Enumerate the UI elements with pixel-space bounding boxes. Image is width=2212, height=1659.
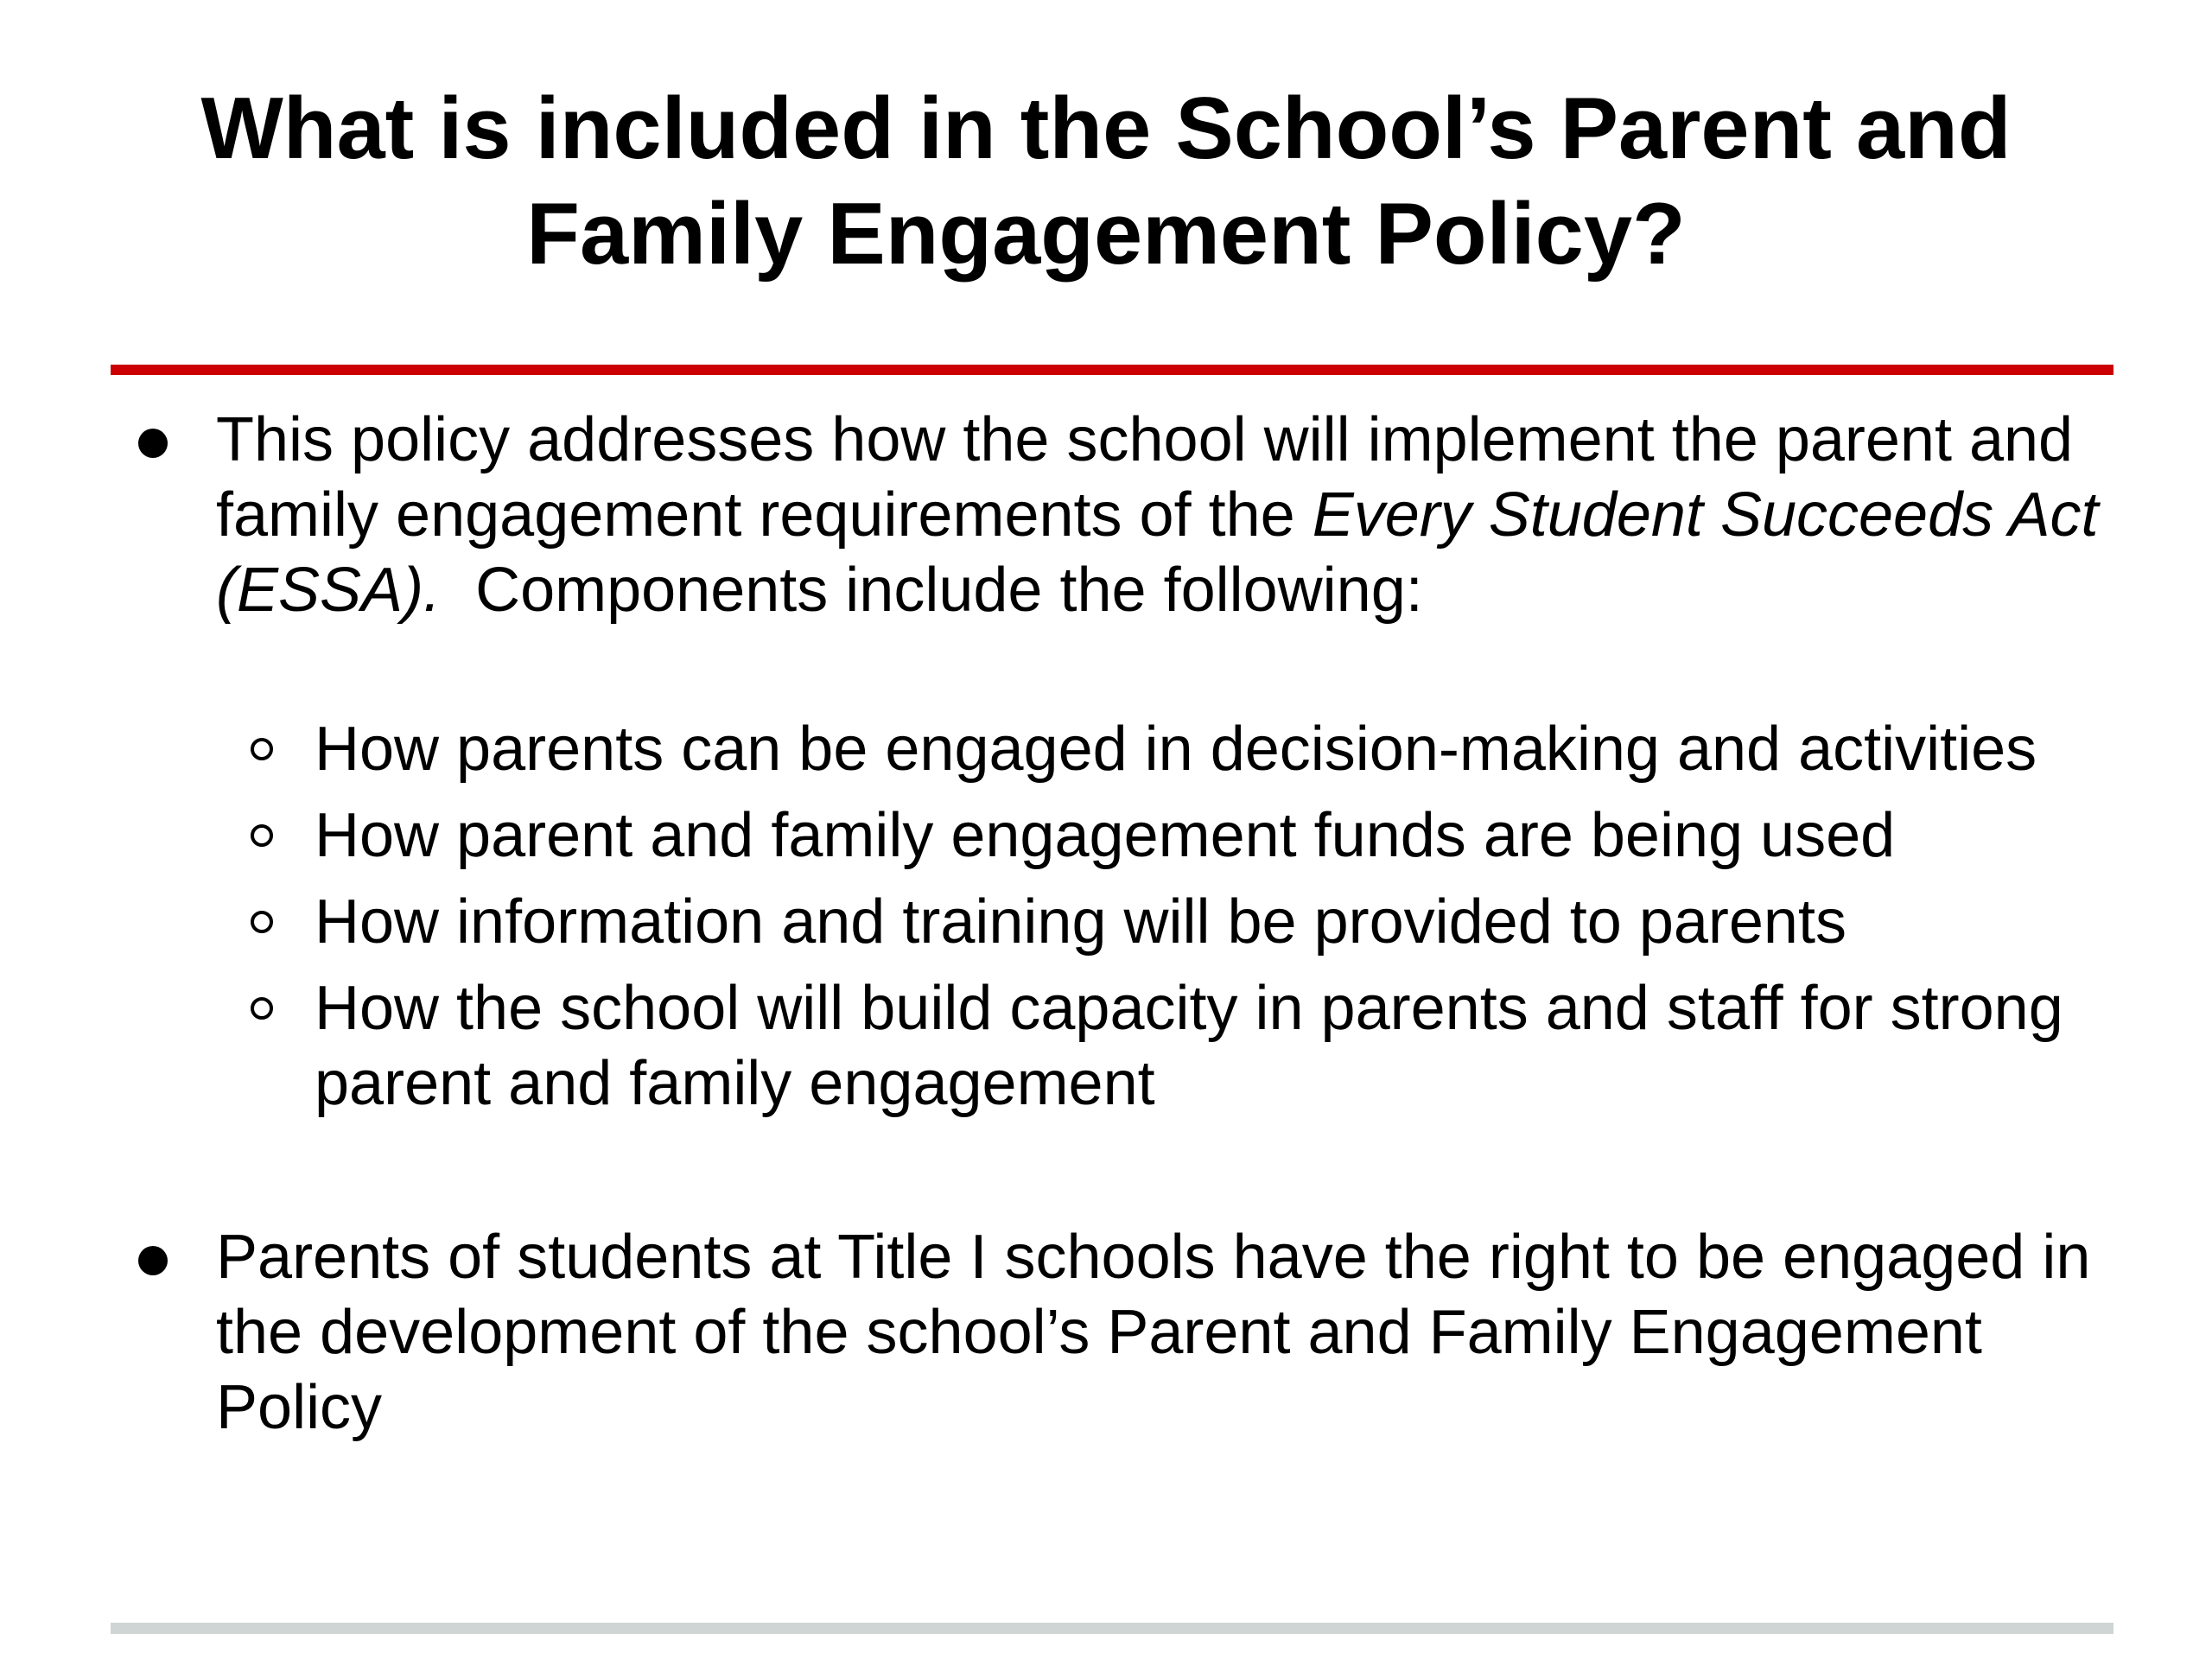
- slide-title-line-2: Family Engagement Policy?: [526, 186, 1686, 283]
- bullet-icon: [138, 429, 168, 458]
- sub-bullet-ring-icon: [251, 738, 273, 760]
- sub-bullet-text: How information and training will be provided to parents: [315, 887, 1847, 957]
- sub-bullet-text-line-2: parent and family engagement: [315, 1049, 1155, 1118]
- bullet-policy-summary-line-2-text: family engagement requirements of the: [216, 480, 1313, 550]
- bullet-policy-summary-line-1: This policy addresses how the school will implement the parent and: [216, 405, 2074, 474]
- sub-bullet-ring-icon: [251, 824, 273, 847]
- footer-divider-rule: [111, 1623, 2113, 1634]
- bullet-parent-rights: [216, 1220, 2126, 1446]
- bullet-policy-summary-line-3-text: Components include the following:: [441, 556, 1423, 625]
- bullet-parent-rights-line-1: Parents of students at Title I schools have the right to be engaged in: [216, 1223, 2091, 1292]
- bullet-parent-rights-line-2: the development of the school’s Parent and Family Engagement: [216, 1298, 1982, 1367]
- sub-bullet-ring-icon: [251, 997, 273, 1020]
- slide-title-line-1: What is included in the School’s Parent and: [200, 80, 2012, 177]
- title-divider-rule: [111, 365, 2113, 375]
- sub-bullet-text: How parents can be engaged in decision-making and activities: [315, 715, 2037, 784]
- sub-bullet-decision-making: [315, 712, 2129, 787]
- sub-bullet-build-capacity: [315, 971, 2129, 1122]
- sub-bullet-ring-icon: [251, 911, 273, 933]
- bullet-policy-summary-line-2: [216, 478, 2126, 553]
- bullet-icon: [138, 1246, 168, 1275]
- sub-bullet-text: How parent and family engagement funds are being used: [315, 801, 1896, 870]
- sub-bullet-information-training: [315, 885, 2129, 960]
- sub-bullet-text-line-1: How the school will build capacity in parents and staff for strong: [315, 974, 2063, 1043]
- bullet-parent-rights-line-3: Policy: [216, 1373, 383, 1442]
- slide-title: [112, 76, 2100, 287]
- essa-abbreviation: (ESSA).: [216, 556, 442, 625]
- sub-bullet-funds: [315, 798, 2129, 874]
- bullet-policy-summary: [216, 403, 2126, 628]
- essa-act-name: Every Student Succeeds Act: [1312, 480, 2099, 550]
- bullet-policy-summary-line-3: [216, 553, 2126, 628]
